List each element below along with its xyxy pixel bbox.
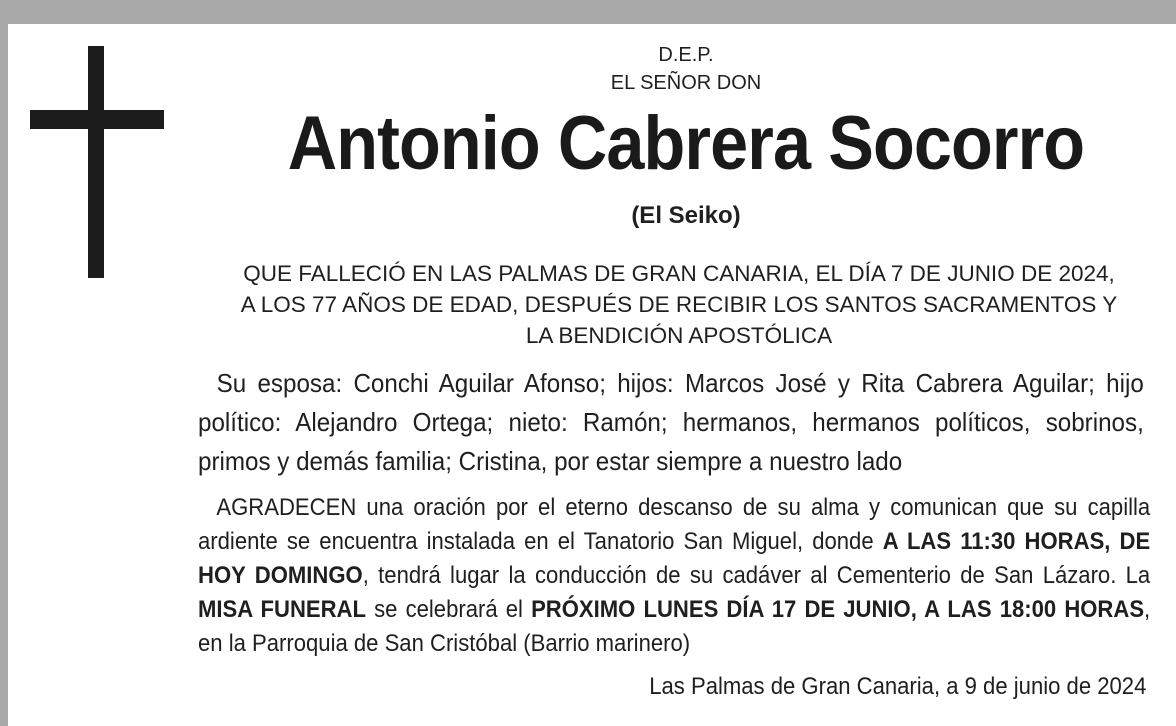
obituary-notice [8, 24, 1176, 726]
death-line-3: LA BENDICIÓN APOSTÓLICA [525, 323, 833, 348]
cross-horizontal-bar [30, 110, 164, 129]
death-statement [204, 258, 1154, 351]
dep-heading: D.E.P. [658, 44, 714, 66]
deceased-name: Antonio Cabrera Socorro [287, 101, 1085, 186]
thanks-text-2: , tendrá lugar la conducción de su cadáver al Cementerio de San Lázaro. La [362, 562, 1151, 589]
thanks-bold-mass: MISA FUNERAL [198, 596, 367, 623]
cross-vertical-bar [88, 46, 104, 278]
honorific-heading: EL SEÑOR DON [610, 72, 762, 94]
thanks-text-4: , en la Parroquia de San Cristóbal (Barrio marinero) [198, 596, 1151, 657]
family-text: Su esposa: Conchi Aguilar Afonso; hijos: Marcos José y Rita Cabrera Aguilar; hijo político: Alejandro Ortega; nieto: Ramón; hermanos, hermanos políticos, sobrinos, primos y demás familia; Cristina, por estar siempre a nuestro lado [198, 368, 1144, 476]
deceased-alias: (El Seiko) [631, 202, 741, 229]
death-line-2: A LOS 77 AÑOS DE EDAD, DESPUÉS DE RECIBIR LOS SANTOS SACRAMENTOS Y [240, 292, 1118, 317]
death-line-1: QUE FALLECIÓ EN LAS PALMAS DE GRAN CANARIA, EL DÍA 7 DE JUNIO DE 2024, [243, 261, 1115, 286]
place-date: Las Palmas de Gran Canaria, a 9 de junio de 2024 [648, 673, 1146, 700]
thanks-bold-time: A LAS 11:30 HORAS, DE HOY DOMINGO [198, 528, 1151, 589]
thanks-paragraph [198, 491, 1150, 661]
thanks-bold-date: PRÓXIMO LUNES DÍA 17 DE JUNIO, A LAS 18:00 HORAS [531, 596, 1145, 623]
thanks-text-1: AGRADECEN una oración por el eterno descanso de su alma y comunican que su capilla ardiente se encuentra instalada en el Tanatorio San Miguel, donde [198, 494, 1151, 555]
thanks-text-3: se celebrará el [366, 596, 532, 623]
family-paragraph [198, 364, 1144, 481]
